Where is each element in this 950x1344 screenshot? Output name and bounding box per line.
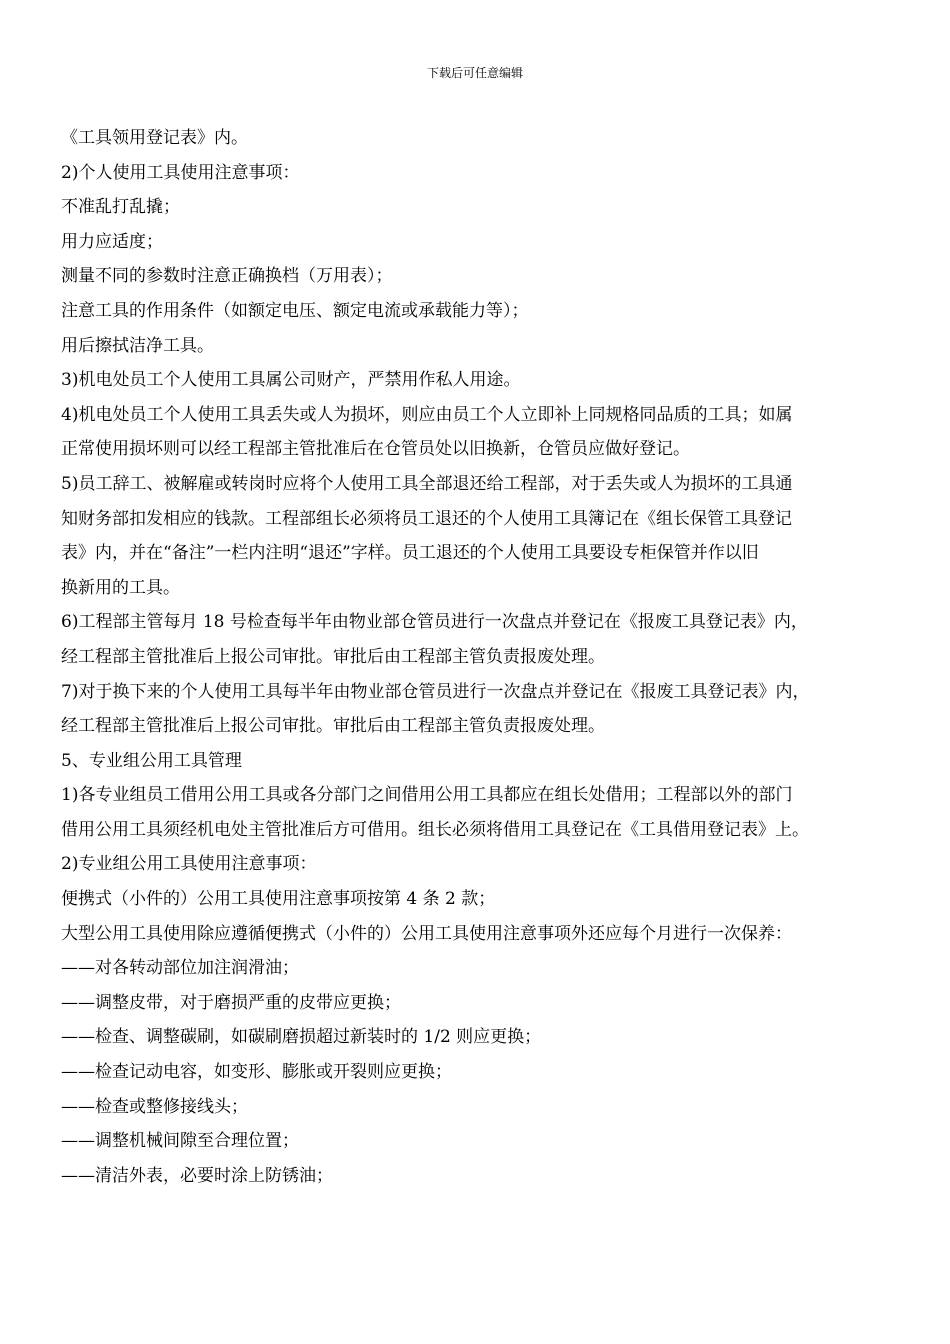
text-line: 《工具领用登记表》内。 [61, 128, 248, 148]
text-line: 大型公用工具使用除应遵循便携式（小件的）公用工具使用注意事项外还应每个月进行一次保养： [61, 923, 792, 944]
list-item: ——清洁外表，必要时涂上防锈油； [61, 1165, 333, 1186]
text-line: 4)机电处员工个人使用工具丢失或人为损坏，则应由员工个人立即补上同规格同品质的工具；如属 [61, 404, 793, 425]
text-line: 知财务部扣发相应的钱款。工程部组长必须将员工退还的个人使用工具簿记在《组长保管工具登记 [61, 508, 792, 529]
text-line: 经工程部主管批准后上报公司审批。审批后由工程部主管负责报废处理。 [61, 716, 605, 737]
list-item: ——调整皮带，对于磨损严重的皮带应更换； [61, 992, 401, 1013]
text-line: 便携式（小件的）公用工具使用注意事项按第 4 条 2 款； [61, 889, 496, 910]
text-line: 1)各专业组员工借用公用工具或各分部门之间借用公用工具都应在组长处借用；工程部以外的部门 [61, 785, 793, 806]
list-item: ——对各转动部位加注润滑油； [61, 958, 299, 979]
text-line: 7)对于换下来的个人使用工具每半年由物业部仓管员进行一次盘点并登记在《报废工具登记表》内， [61, 681, 810, 702]
text-line: 借用公用工具须经机电处主管批准后方可借用。组长必须将借用工具登记在《工具借用登记表》上。 [61, 819, 809, 840]
text-line: 2)个人使用工具使用注意事项： [61, 162, 300, 183]
section-heading: 5、专业组公用工具管理 [61, 750, 242, 771]
document-body [61, 121, 889, 1193]
list-item: ——检查、调整碳刷，如碳刷磨损超过新装时的 1/2 则应更换； [61, 1027, 542, 1048]
page-header: 下载后可任意编辑 [426, 66, 523, 80]
text-line: 经工程部主管批准后上报公司审批。审批后由工程部主管负责报废处理。 [61, 646, 605, 667]
text-line: 2)专业组公用工具使用注意事项： [61, 854, 317, 875]
text-line: 3)机电处员工个人使用工具属公司财产，严禁用作私人用途。 [61, 370, 521, 391]
text-line: 表》内，并在“备注”一栏内注明“退还”字样。员工退还的个人使用工具要设专柜保管并作以旧 [61, 543, 759, 564]
text-line: 用后擦拭洁净工具。 [61, 335, 214, 356]
text-line: 换新用的工具。 [61, 577, 180, 598]
list-item: ——检查记动电容，如变形、膨胀或开裂则应更换； [61, 1062, 452, 1083]
list-item: ——调整机械间隙至合理位置； [61, 1131, 299, 1152]
text-line: 正常使用损坏则可以经工程部主管批准后在仓管员处以旧换新，仓管员应做好登记。 [61, 439, 690, 460]
text-line: 用力应适度； [61, 231, 163, 252]
text-line: 6)工程部主管每月 18 号检查每半年由物业部仓管员进行一次盘点并登记在《报废工具登记表》内， [61, 612, 808, 633]
text-line: 测量不同的参数时注意正确换档（万用表）； [61, 266, 393, 287]
text-line: 注意工具的作用条件（如额定电压、额定电流或承载能力等）； [61, 300, 529, 321]
text-line: 5)员工辞工、被解雇或转岗时应将个人使用工具全部退还给工程部，对于丢失或人为损坏的工具通 [61, 473, 793, 494]
list-item: ——检查或整修接线头； [61, 1096, 248, 1117]
text-line: 不准乱打乱撬； [61, 197, 180, 218]
